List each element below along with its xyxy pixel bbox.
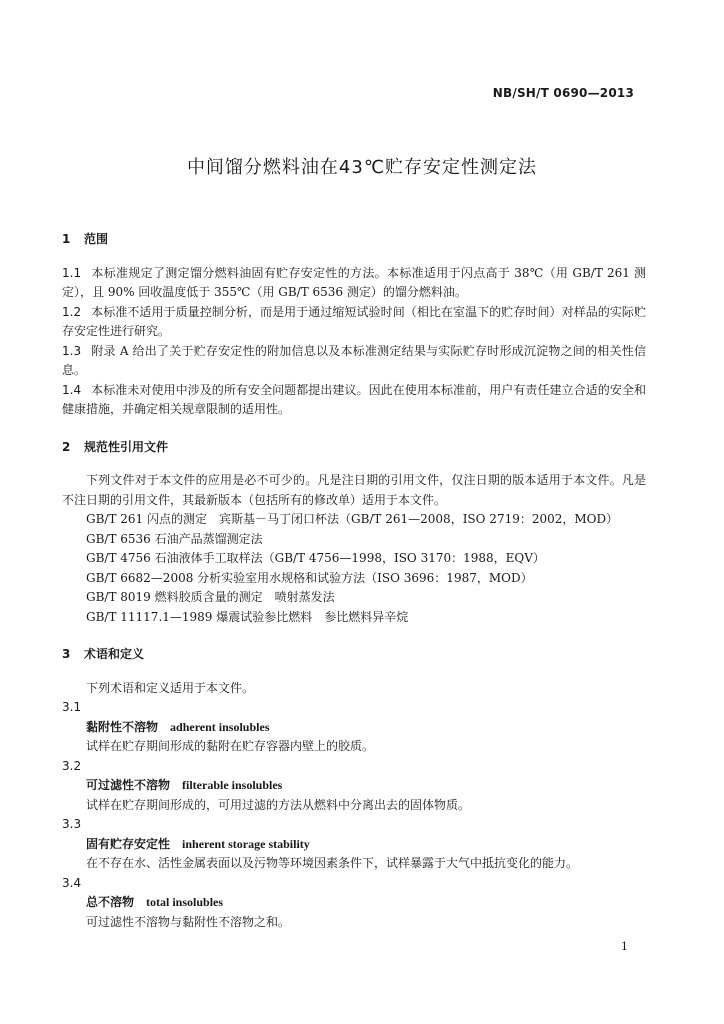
term-definition: 可过滤性不溶物与黏附性不溶物之和。 — [86, 914, 291, 929]
term-name — [62, 776, 646, 796]
section-title: 术语和定义 — [84, 647, 145, 661]
clause — [62, 303, 646, 342]
reference-item: GB/T 6536 石油产品蒸馏测定法 — [86, 531, 263, 546]
clause-text: 本标准规定了测定馏分燃料油固有贮存安定性的方法。本标准适用于闪点高于 38℃（用 GB/T 261 测定），且 90% 回收温度低于 355℃（用 GB/T 6536 测定）的馏分燃料油。 — [62, 265, 646, 299]
page-number: 1 — [621, 940, 628, 953]
clause-number: 1.4 — [62, 382, 82, 397]
clause — [62, 342, 646, 381]
reference-item: GB/T 8019 燃料胶质含量的测定 喷射蒸发法 — [86, 590, 335, 604]
term-name-en: adherent insolubles — [170, 719, 270, 734]
section-title: 范围 — [84, 232, 109, 246]
section-number: 2 — [62, 439, 71, 454]
section-heading-references — [62, 438, 646, 458]
term-name-zh: 可过滤性不溶物 — [86, 778, 171, 792]
term-number: 3.1 — [62, 700, 82, 714]
reference-item: GB/T 4756 石油液体手工取样法（GB/T 4756—1998，ISO 3170：1988，EQV） — [86, 551, 545, 565]
term-definition: 在不存在水、活性金属表面以及污物等环境因素条件下，试样暴露于大气中抵抗变化的能力。 — [86, 856, 579, 870]
clause — [62, 264, 646, 303]
clause-number: 1.3 — [62, 343, 82, 358]
term-definition: 试样在贮存期间形成的，可用过滤的方法从燃料中分离出去的固体物质。 — [86, 797, 471, 812]
terms-intro: 下列术语和定义适用于本文件。 — [86, 680, 255, 695]
term-definition: 试样在贮存期间形成的黏附在贮存容器内壁上的胶质。 — [86, 739, 375, 753]
clause-text: 本标准未对使用中涉及的所有安全问题都提出建议。因此在使用本标准前，用户有责任建立合适的安全和健康措施，并确定相关规章限制的适用性。 — [62, 382, 646, 416]
section-heading-scope — [62, 230, 646, 250]
references-intro: 下列文件对于本文件的应用是必不可少的。凡是注日期的引用文件，仅注日期的版本适用于本文件。凡是不注日期的引用文件，其最新版本（包括所有的修改单）适用于本文件。 — [62, 473, 646, 507]
term-name-en: total insolubles — [146, 895, 224, 909]
reference-item: GB/T 6682—2008 分析实验室用水规格和试验方法（ISO 3696：1987，MOD） — [86, 570, 533, 585]
clause — [62, 381, 646, 420]
term-name-zh: 总不溶物 — [86, 895, 135, 909]
clause-text: 本标准不适用于质量控制分析，而是用于通过缩短试验时间（相比在室温下的贮存时间）对样品的实际贮存安定性进行研究。 — [62, 304, 646, 338]
term-name — [62, 893, 646, 913]
term-number: 3.3 — [62, 817, 82, 831]
section-number: 1 — [62, 232, 71, 246]
reference-item: GB/T 11117.1—1989 爆震试验参比燃料 参比燃料异辛烷 — [86, 609, 409, 624]
term-name-en: inherent storage stability — [182, 836, 310, 851]
term-number: 3.2 — [62, 758, 82, 773]
document-body — [62, 230, 646, 932]
clause-number: 1.2 — [62, 304, 82, 319]
reference-item: GB/T 261 闪点的测定 宾斯基－马丁闭口杯法（GB/T 261—2008，ISO 2719：2002，MOD） — [86, 512, 619, 526]
term-name-en: filterable insolubles — [182, 778, 283, 792]
term-name-zh: 固有贮存安定性 — [86, 836, 171, 851]
term-name — [62, 835, 646, 855]
standard-number: NB/SH/T 0690—2013 — [492, 86, 634, 100]
term-name-zh: 黏附性不溶物 — [86, 719, 159, 734]
clause-text: 附录 A 给出了关于贮存安定性的附加信息以及本标准测定结果与实际贮存时形成沉淀物之间的相关性信息。 — [62, 343, 646, 377]
section-number: 3 — [62, 647, 71, 661]
section-heading-terms — [62, 645, 646, 665]
document-title: 中间馏分燃料油在43℃贮存安定性测定法 — [186, 157, 538, 178]
clause-number: 1.1 — [62, 265, 82, 280]
term-number: 3.4 — [62, 875, 82, 890]
term-name — [62, 718, 646, 738]
section-title: 规范性引用文件 — [84, 439, 169, 454]
